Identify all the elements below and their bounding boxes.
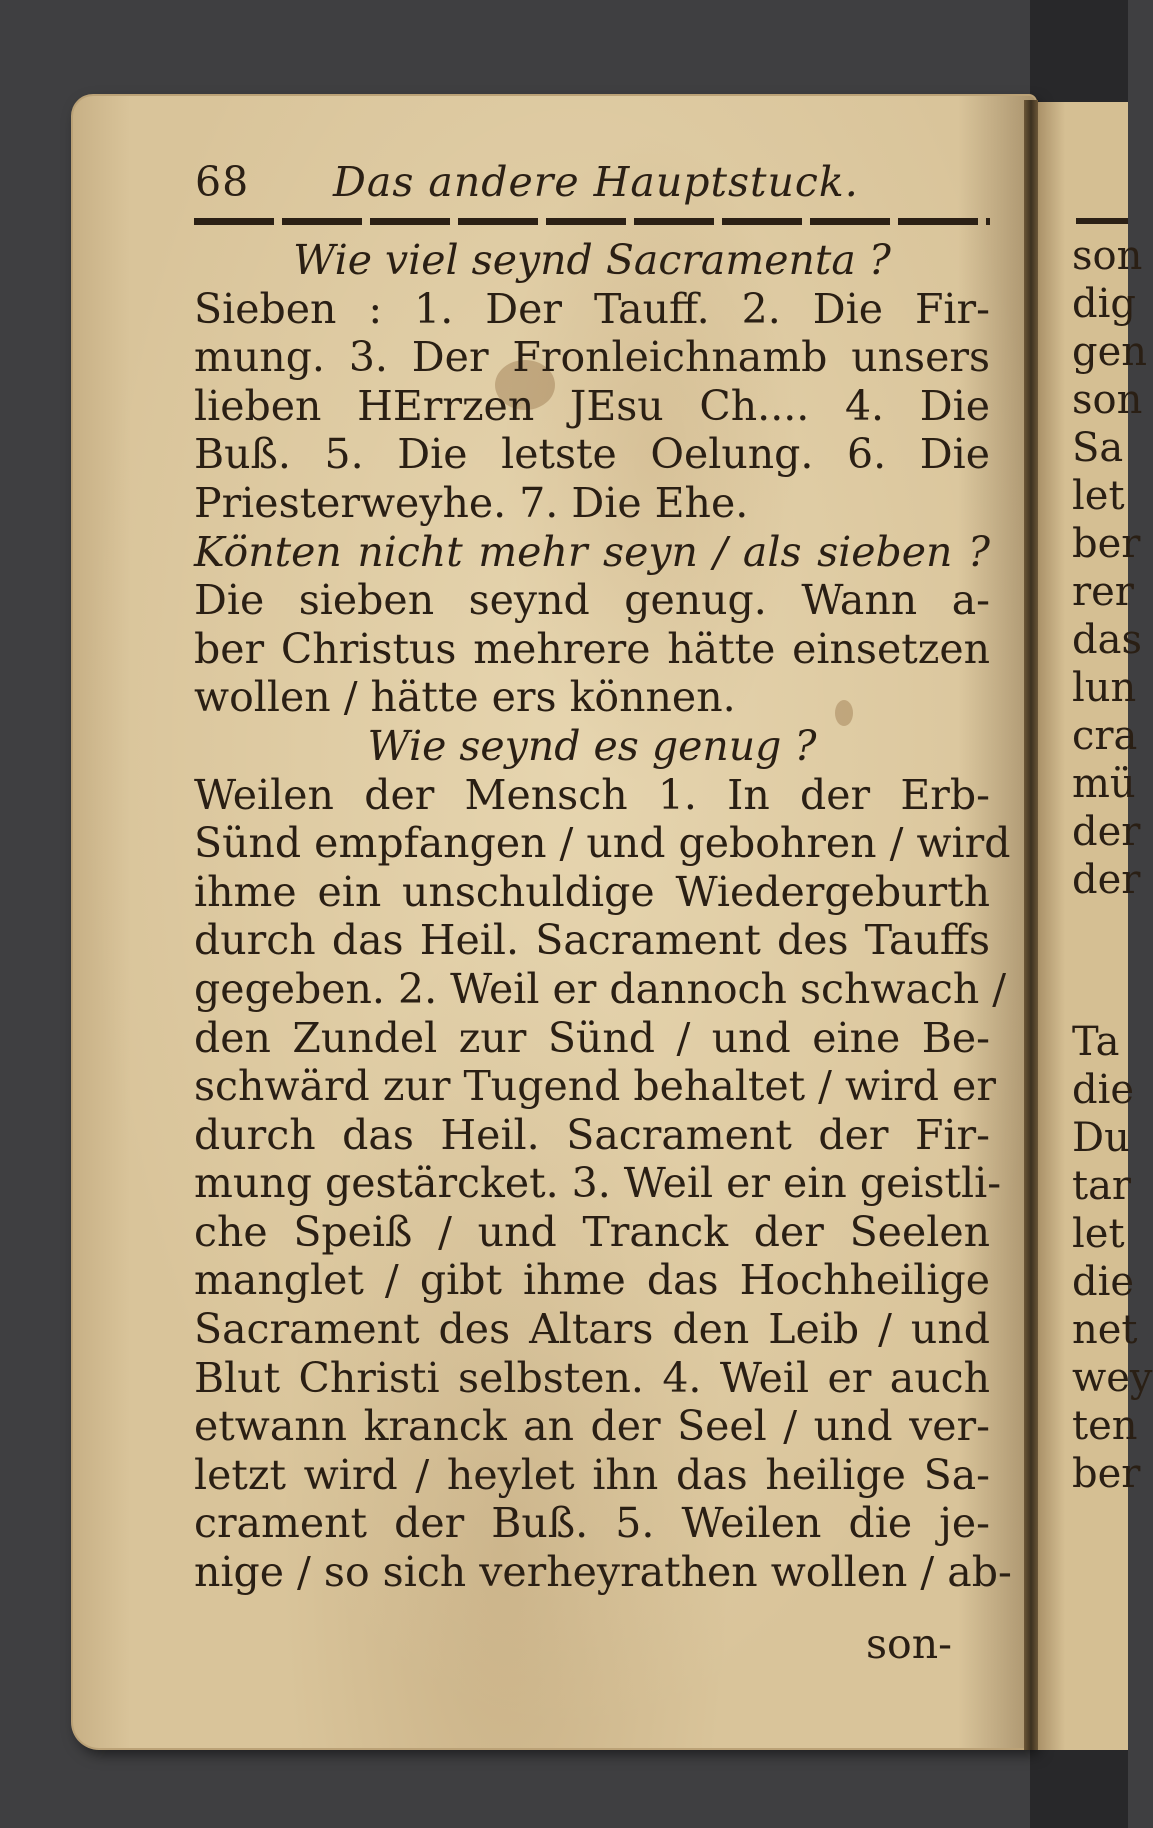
facing-page-line: rer (1072, 569, 1134, 615)
text-line: durch das Heil. Sacrament des Tauffs (194, 916, 990, 965)
text-line: Sacrament des Altars den Leib / und (194, 1305, 990, 1354)
question-line: Könten nicht mehr seyn / als sieben ? (194, 527, 990, 576)
question-line: Wie viel seynd Sacramenta ? (293, 236, 891, 284)
facing-page-line: ber (1072, 521, 1141, 567)
text-line: manglet / gibt ihme das Hochheilige (194, 1256, 990, 1305)
text-line: che Speiß / und Tranck der Seelen (194, 1207, 990, 1256)
page-number: 68 (195, 158, 250, 206)
text-line: schwärd zur Tugend behaltet / wird er (194, 1062, 996, 1111)
text-line: gegeben. 2. Weil er dannoch schwach / (194, 964, 1007, 1013)
facing-page-line: Ta (1072, 1019, 1120, 1065)
text-line: Sieben : 1. Der Tauff. 2. Die Fir- (194, 284, 990, 333)
facing-page-line: Sa (1072, 425, 1124, 471)
facing-page-lower-text (1072, 1018, 1153, 1498)
facing-page-line: die (1072, 1259, 1135, 1305)
text-line: ber Christus mehrere hätte einsetzen (194, 624, 990, 673)
facing-page-line: let (1072, 473, 1125, 519)
header-rule (194, 218, 990, 225)
facing-page-line: net (1072, 1307, 1138, 1353)
running-head: Das andere Hauptstuck. (333, 158, 859, 206)
facing-page-line: tar (1072, 1163, 1132, 1209)
text-line: mung. 3. Der Fronleichnamb unsers (194, 333, 990, 382)
text-line: mung gestärcket. 3. Weil er ein geistli- (194, 1159, 1002, 1208)
text-line: lieben HErrzen JEsu Ch.... 4. Die (194, 381, 990, 430)
text-line: Sünd empfangen / und gebohren / wird (194, 819, 1011, 868)
facing-page-line: son (1072, 377, 1143, 423)
facing-page-line: ber (1072, 1451, 1141, 1497)
text-line: wollen / hätte ers können. (194, 673, 736, 722)
text-line: Priesterweyhe. 7. Die Ehe. (194, 478, 749, 527)
facing-page-line: gen (1072, 329, 1148, 375)
facing-page-line: wey (1072, 1355, 1153, 1401)
text-line: nige / so sich verheyrathen wollen / ab- (194, 1548, 1012, 1597)
text-line: durch das Heil. Sacrament der Fir- (194, 1110, 990, 1159)
facing-page-line: cra (1072, 713, 1138, 759)
facing-page-line: der (1072, 857, 1141, 903)
text-line: etwann kranck an der Seel / und ver- (194, 1402, 990, 1451)
facing-page-line: lun (1072, 665, 1137, 711)
catchword: son- (866, 1620, 952, 1668)
facing-page-line: das (1072, 617, 1142, 663)
text-line: Buß. 5. Die letste Oelung. 6. Die (194, 430, 990, 479)
facing-page-line: dig (1072, 281, 1137, 327)
text-line: crament der Buß. 5. Weilen die je- (194, 1499, 990, 1548)
text-line: letzt wird / heylet ihn das heilige Sa- (194, 1450, 990, 1499)
facing-page-line: der (1072, 809, 1141, 855)
body-text (194, 236, 1012, 1597)
text-line: Blut Christi selbsten. 4. Weil er auch (194, 1353, 990, 1402)
facing-page-line: die (1072, 1067, 1135, 1113)
facing-page-line: Du (1072, 1115, 1130, 1161)
facing-page-rule (1076, 218, 1128, 224)
facing-page-line: son (1072, 233, 1143, 279)
facing-page-line: mü (1072, 761, 1136, 807)
facing-page-upper-text (1072, 232, 1147, 904)
facing-page-line: let (1072, 1211, 1125, 1257)
text-line: ihme ein unschuldige Wiedergeburth (194, 867, 990, 916)
page-header (195, 158, 995, 208)
book-gutter (1024, 100, 1038, 1750)
text-line: Die sieben seynd genug. Wann a- (194, 576, 990, 625)
text-line: Weilen der Mensch 1. In der Erb- (194, 770, 990, 819)
question-line: Wie seynd es genug ? (367, 721, 817, 770)
text-line: den Zundel zur Sünd / und eine Be- (194, 1013, 990, 1062)
facing-page-line: ten (1072, 1403, 1138, 1449)
